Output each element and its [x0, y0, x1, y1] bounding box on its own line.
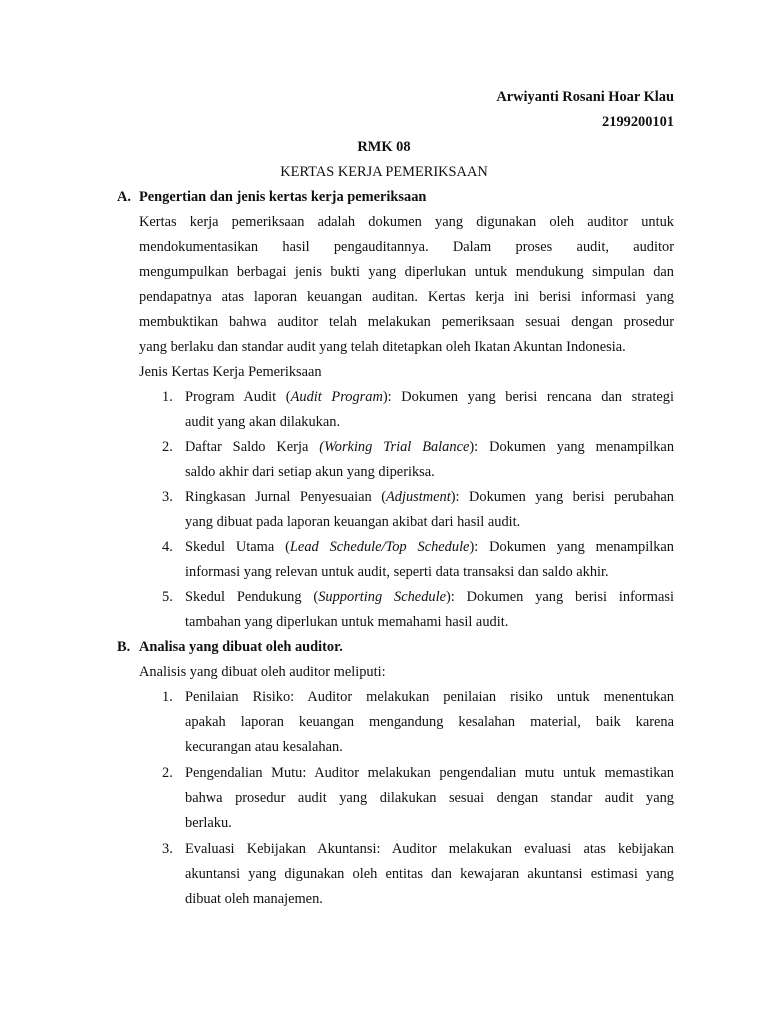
list-item-line: Penilaian Risiko: Auditor melakukan penilaian risiko untuk menentukan [185, 689, 674, 705]
author-name: Arwiyanti Rosani Hoar Klau [496, 89, 674, 105]
list-item-line: informasi yang relevan untuk audit, seperti data transaksi dan saldo akhir. [185, 564, 609, 580]
list-number: 1. [162, 689, 173, 705]
list-number: 3. [162, 841, 173, 857]
document-code: RMK 08 [357, 139, 411, 155]
list-number: 4. [162, 539, 173, 555]
list-item-line: kecurangan atau kesalahan. [185, 739, 343, 755]
section-b-intro: Analisis yang dibuat oleh auditor meliputi: [139, 664, 386, 680]
list-intro: Jenis Kertas Kerja Pemeriksaan [139, 364, 322, 380]
list-item-line: tambahan yang diperlukan untuk memahami hasil audit. [185, 614, 509, 630]
list-item-line: dibuat oleh manajemen. [185, 891, 323, 907]
list-item-line: Pengendalian Mutu: Auditor melakukan pengendalian mutu untuk memastikan [185, 765, 674, 781]
list-item-line: audit yang akan dilakukan. [185, 414, 341, 430]
list-item-line: Skedul Utama (Lead Schedule/Top Schedule): Dokumen yang menampilkan [185, 539, 674, 555]
list-item-line: akuntansi yang digunakan oleh entitas dan kewajaran akuntansi estimasi yang [185, 866, 674, 882]
list-item-line: berlaku. [185, 815, 232, 831]
list-number: 1. [162, 389, 173, 405]
list-item-line: Evaluasi Kebijakan Akuntansi: Auditor melakukan evaluasi atas kebijakan [185, 841, 674, 857]
list-item-line: Ringkasan Jurnal Penyesuaian (Adjustment): Dokumen yang berisi perubahan [185, 489, 674, 505]
list-item-line: Program Audit (Audit Program): Dokumen yang berisi rencana dan strategi [185, 389, 674, 405]
section-a-heading: Pengertian dan jenis kertas kerja pemeriksaan [139, 189, 427, 205]
list-item-line: Daftar Saldo Kerja (Working Trial Balance): Dokumen yang menampilkan [185, 439, 675, 455]
section-b-heading: Analisa yang dibuat oleh auditor. [139, 639, 343, 655]
list-item-line: yang dibuat pada laporan keuangan akibat dari hasil audit. [185, 514, 521, 530]
section-a-paragraph-line: mendokumentasikan hasil pengauditannya. Dalam proses audit, auditor [139, 239, 674, 255]
section-a-paragraph-line: membuktikan bahwa auditor telah melakukan pemeriksaan sesuai dengan prosedur [139, 314, 674, 330]
section-a-paragraph-line: mengumpulkan berbagai jenis bukti yang diperlukan untuk mendukung simpulan dan [139, 264, 674, 280]
list-item-line: apakah laporan keuangan mengandung kesalahan material, baik karena [185, 714, 674, 730]
list-item-line: saldo akhir dari setiap akun yang diperiksa. [185, 464, 435, 480]
list-number: 2. [162, 765, 173, 781]
student-id: 2199200101 [602, 114, 674, 130]
document-title: KERTAS KERJA PEMERIKSAAN [280, 164, 488, 180]
section-a-paragraph-line: yang berlaku dan standar audit yang telah ditetapkan oleh Ikatan Akuntan Indonesia. [139, 339, 626, 355]
section-a-letter: A. [117, 189, 131, 205]
list-number: 2. [162, 439, 173, 455]
list-number: 3. [162, 489, 173, 505]
section-a-paragraph-line: Kertas kerja pemeriksaan adalah dokumen yang digunakan oleh auditor untuk [139, 214, 674, 230]
section-b-letter: B. [117, 639, 131, 655]
section-a-paragraph-line: pendapatnya atas laporan keuangan auditan. Kertas kerja ini berisi informasi yang [139, 289, 674, 305]
list-number: 5. [162, 589, 173, 605]
list-item-line: Skedul Pendukung (Supporting Schedule): Dokumen yang berisi informasi [185, 589, 674, 605]
list-item-line: bahwa prosedur audit yang dilakukan sesuai dengan standar audit yang [185, 790, 674, 806]
